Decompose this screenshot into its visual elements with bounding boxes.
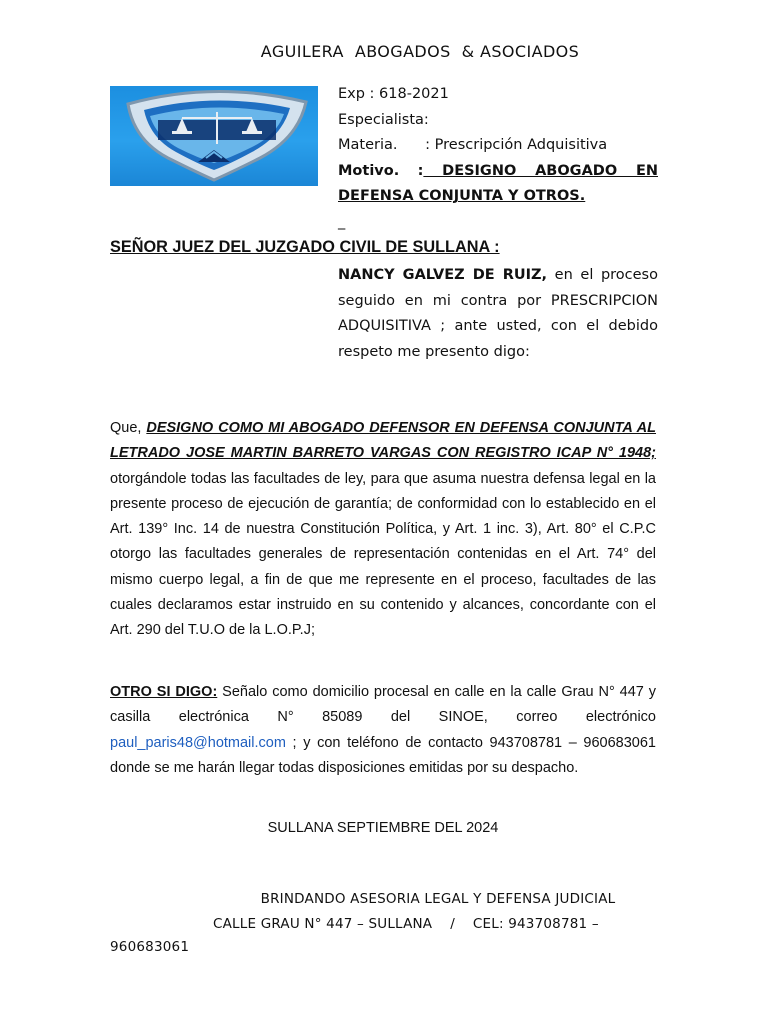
footer-phone: 960683061 [110,939,190,955]
footer-tagline: BRINDANDO ASESORIA LEGAL Y DEFENSA JUDICIAL [260,891,616,907]
intro-text: en el proceso seguido en mi contra por PRESCRIPCION ADQUISITIVA ; ante usted, con el debido respeto me presento digo: [338,267,658,360]
footer-contact [110,913,670,959]
designation-body: otorgándole todas las facultades de ley, para que asuma nuestra defensa legal en la presente proceso de ejecución de garantía; de conformidad con lo establecido en el Art. 139° Inc. 14 de nuestra Constitución Política, y Art. 1 inc. 3), Art. 80° el C.P.C otorgo las facultades generales de representación contenidas en el Art. 74° del mismo cuerpo legal, a fin de que me represente en el proceso, facultades de las cuales declaramos estar instruido en su contenido y alcances, concordante con el Art. 290 del T.U.O de la L.O.P.J; [110,470,656,639]
case-number: Exp : 618-2021 [338,86,449,102]
subject-value: : Prescripción Adquisitiva [425,137,608,154]
motive-value-line1: DESIGNO ABOGADO EN [423,162,658,179]
stray-underscore: _ [338,213,346,230]
email-link[interactable]: paul_paris48@hotmail.com [110,734,286,751]
law-firm-logo [110,86,318,186]
footer-address: CALLE GRAU N° 447 – SULLANA / CEL: 943708781 – [213,916,599,932]
motive-value-line2: DEFENSA CONJUNTA Y OTROS. [338,188,586,205]
specialist-label: Especialista: [338,111,429,128]
firm-name-header: AGUILERA ABOGADOS & ASOCIADOS [260,42,580,61]
otrosi-paragraph [110,680,656,781]
otrosi-text-1: Señalo como domicilio procesal en calle en la calle Grau N° 447 y casilla electrónica N° 85089 del SINOE, correo electrónico [110,684,656,726]
addressee-heading: SEÑOR JUEZ DEL JUZGADO CIVIL DE SULLANA : [110,238,500,256]
subject-label: Materia. [338,137,398,154]
designation-emphasis: DESIGNO COMO MI ABOGADO DEFENSOR EN DEFENSA CONJUNTA AL LETRADO JOSE MARTIN BARRETO VARGAS CON REGISTRO ICAP N° 1948; [110,420,657,462]
date-line: SULLANA SEPTIEMBRE DEL 2024 [267,820,499,836]
intro-paragraph [338,263,658,365]
motive-label: Motivo. [338,162,400,179]
case-metadata [338,82,658,236]
otrosi-label: OTRO SI DIGO: [110,684,218,700]
scales-of-justice-logo-icon [110,86,318,186]
motive-colon: : [417,162,424,179]
plaintiff-name: NANCY GALVEZ DE RUIZ, [338,267,548,283]
subject-row [338,133,658,159]
otrosi-text-2: ; y con teléfono de contacto 943708781 – 960683061 donde se me harán llegar todas disposiciones emitidas por su despacho. [110,734,656,776]
motive-row [338,159,658,185]
designation-paragraph [110,416,656,644]
designation-lead: Que, [110,420,147,436]
